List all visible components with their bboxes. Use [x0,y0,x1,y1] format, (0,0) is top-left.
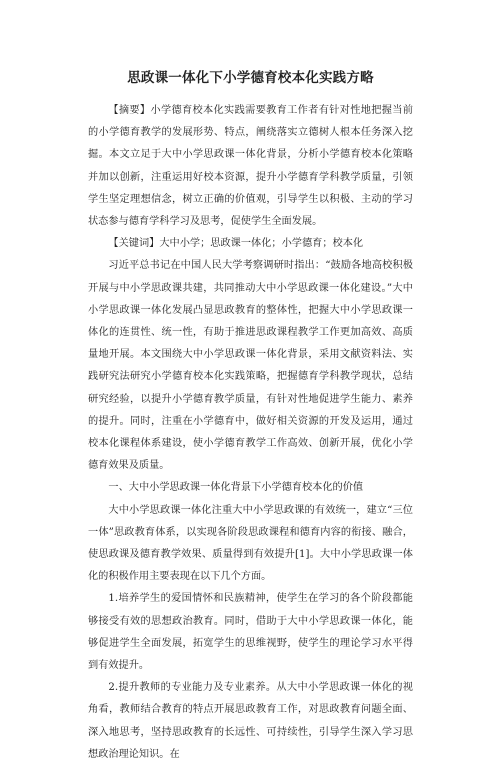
intro-paragraph: 习近平总书记在中国人民大学考察调研时指出：“鼓励各地高校积极开展与中小学思政课共建，共同推动大中小学思政课一体化建设。”大中小学思政课一体化发展凸显思政教育的整体性，把握大中小学思政课一体化的连贯性、统一性，有助于推进思政课程教学工作更加高效、高质量地开展。本文围绕大中小学思政课一体化背景，采用文献资料法、实践研究法研究小学德育校本化实践策略，把握德育学科教学现状，总结研究经验，以提升小学德育教学质量，有针对性地促进学生能力、素养的提升。同时，注重在小学德育中，做好相关资源的开发及运用，通过校本化课程体系建设，使小学德育教学工作高效、创新开展，优化小学德育效果及质量。 [88,260,413,472]
section-intro-paragraph: 大中小学思政课一体化注重大中小学思政课的有效统一，建立“三位一体”思政教育体系，以实现各阶段思政课程和德育内容的衔接、融合，使思政课及德育教学效果、质量得到有效提升[1]。大中小学思政课一体化的积极作用主要表现在以下几个方面。 [88,504,413,583]
keywords-paragraph: 【关键词】大中小学；思政课一体化；小学德育；校本化 [108,238,364,250]
point-two-paragraph: 2.提升教师的专业能力及专业素养。从大中小学思政课一体化的视角看，教师结合教育的特点开展思政教育工作，对思政教育问题全面、深入地思考，坚持思政教育的长远性、可持续性，引导学生深入学习思想政治理论知识。在 [88,682,413,760]
abstract-paragraph: 【摘要】小学德育校本化实践需要教育工作者有针对性地把握当前的小学德育教学的发展形势、特点，阐绕落实立德树人根本任务深入挖掘。本文立足于大中小学思政课一体化背景，分析小学德育校本化策略并加以创新，注重运用好校本资源，提升小学德育学科教学质量，引领学生坚定理想信念，树立正确的价值观，引导学生以积极、主动的学习状态参与德育学科学习及思考，促使学生全面发展。 [88,105,413,228]
document-page [88,66,413,766]
document-title: 思政课一体化下小学德育校本化实践方略 [127,70,374,86]
section-heading: 一、大中小学思政课一体化背景下小学德育校本化的价值 [108,482,364,494]
point-one-paragraph: 1.培养学生的爱国情怀和民族精神，使学生在学习的各个阶段都能够接受有效的思想政治教育。同时，借助于大中小学思政课一体化，能够促进学生全面发展，拓宽学生的思维视野，使学生的理论学习水平得到有效提升。 [88,593,413,672]
